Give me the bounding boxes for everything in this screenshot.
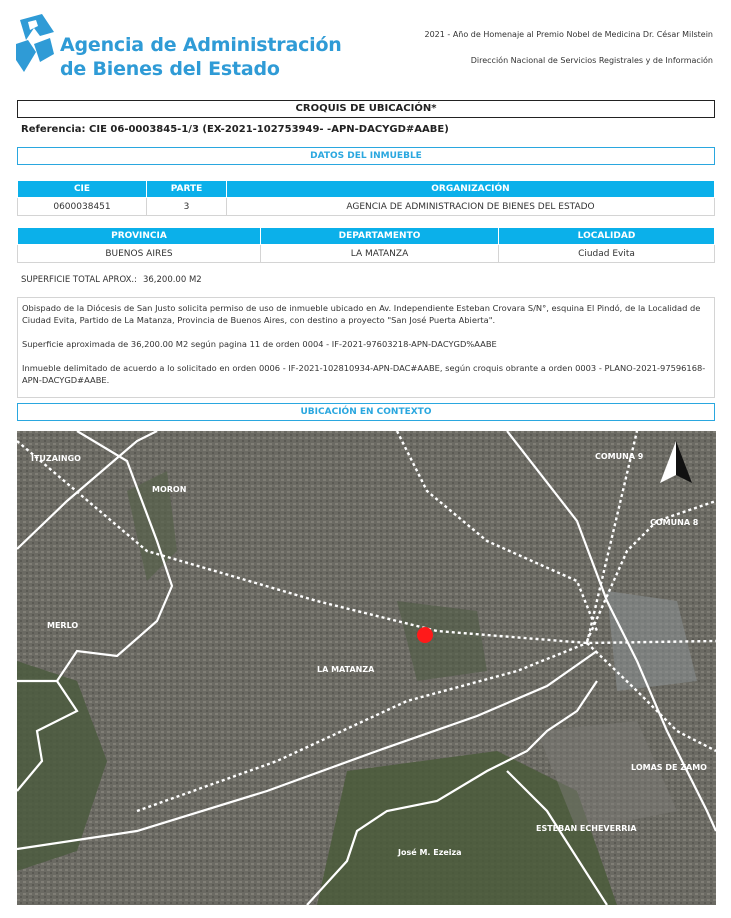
location-map[interactable] <box>17 431 716 905</box>
superficie-label: SUPERFICIE TOTAL APROX.: <box>21 275 137 285</box>
header-departamento: DEPARTAMENTO <box>261 228 499 245</box>
reference-line: Referencia: CIE 06-0003845-1/3 (EX-2021-102753949- -APN-DACYGD#AABE) <box>21 124 449 135</box>
header-parte: PARTE <box>147 181 227 198</box>
agency-name <box>60 33 342 81</box>
description-p1: Obispado de la Diócesis de San Justo solicita permiso de uso de inmueble ubicado en Av. Independiente Esteban Crovara S/N°, esquina El Pindó, de la Localidad de Ciudad Evita, Partido de La Matanza, Provincia de Buenos Aires, con destino a proyecto "San José Puerta Abierta". <box>22 303 701 325</box>
cell-provincia: BUENOS AIRES <box>18 245 261 263</box>
header-provincia: PROVINCIA <box>18 228 261 245</box>
document-title: CROQUIS DE UBICACIÓN* <box>17 100 715 118</box>
year-line: 2021 - Año de Homenaje al Premio Nobel de Medicina Dr. César Milstein <box>424 30 713 39</box>
description-box <box>17 297 715 398</box>
direction-line: Dirección Nacional de Servicios Registrales y de Información <box>470 56 713 65</box>
table-header-row <box>18 181 715 198</box>
label-la-matanza: LA MATANZA <box>317 665 375 674</box>
header-right <box>424 30 713 65</box>
table-header-row <box>18 228 715 245</box>
section-datos: DATOS DEL INMUEBLE <box>17 147 715 165</box>
label-moron: MORON <box>152 485 187 494</box>
agency-line-2: de Bienes del Estado <box>60 58 280 80</box>
label-comuna-8: COMUNA 8 <box>650 518 699 527</box>
label-ezeiza: José M. Ezeiza <box>398 848 462 857</box>
superficie-value: 36,200.00 M2 <box>142 275 202 285</box>
page-header <box>0 0 731 95</box>
cell-parte: 3 <box>147 198 227 216</box>
label-merlo: MERLO <box>47 621 79 630</box>
map-canvas <box>17 431 716 905</box>
label-lomas: LOMAS DE ZAMO <box>631 763 707 772</box>
section-contexto: UBICACIÓN EN CONTEXTO <box>17 403 715 421</box>
superficie <box>21 275 202 285</box>
cell-cie: 0600038451 <box>18 198 147 216</box>
label-esteban: ESTEBAN ECHEVERRIA <box>536 824 637 833</box>
property-marker[interactable] <box>417 627 433 643</box>
table-row <box>18 245 715 263</box>
cell-organizacion: AGENCIA DE ADMINISTRACION DE BIENES DEL ESTADO <box>227 198 715 216</box>
header-cie: CIE <box>18 181 147 198</box>
description-p3: Inmueble delimitado de acuerdo a lo solicitado en orden 0006 - IF-2021-102810934-APN-DAC#AABE, según croquis obrante a orden 0003 - PLANO-2021-97596168-APN-DACYGD#AABE. <box>22 363 706 385</box>
cell-departamento: LA MATANZA <box>261 245 499 263</box>
label-comuna-9: COMUNA 9 <box>595 452 644 461</box>
label-ituzaingo: ITUZAINGO <box>31 454 81 463</box>
cell-localidad: Ciudad Evita <box>499 245 715 263</box>
table-cie <box>17 180 715 216</box>
header-localidad: LOCALIDAD <box>499 228 715 245</box>
table-row <box>18 198 715 216</box>
table-ubicacion <box>17 227 715 263</box>
agency-line-1: Agencia de Administración <box>60 34 342 56</box>
header-organizacion: ORGANIZACIÓN <box>227 181 715 198</box>
description-p2: Superficie aproximada de 36,200.00 M2 según pagina 11 de orden 0004 - IF-2021-97603218-APN-DACYGD%AABE <box>22 339 497 349</box>
aabe-logo-icon <box>14 14 56 74</box>
